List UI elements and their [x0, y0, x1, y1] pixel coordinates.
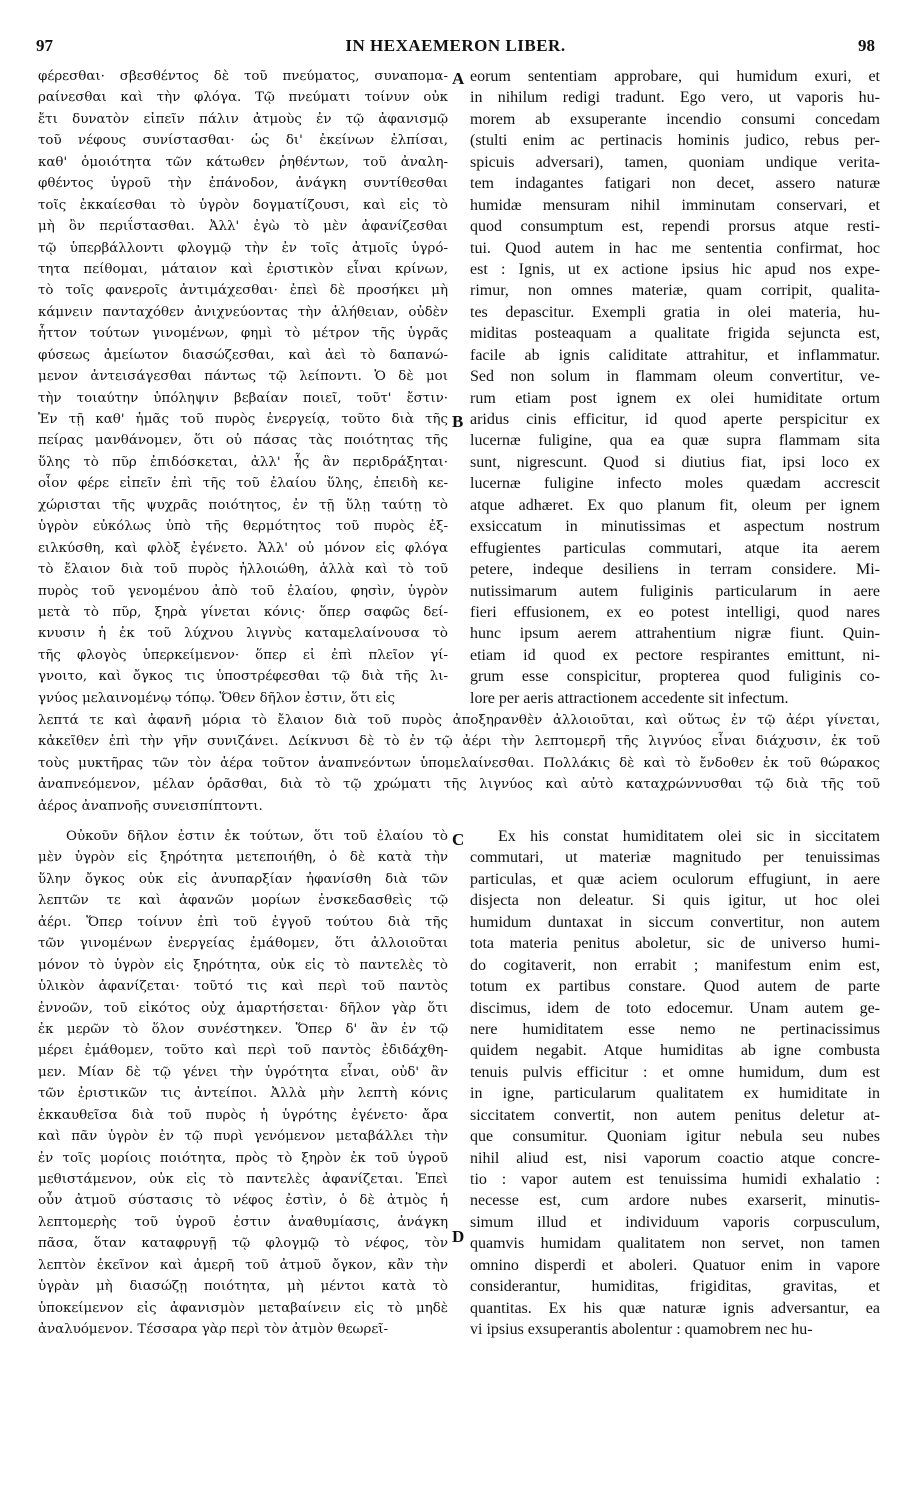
text-line: sunt, nigrescunt. Quod si diutius fiat, ipsi loco ex	[470, 453, 880, 471]
text-line: κνυσιν ἡ ἐκ τοῦ λύχνου λιγνὺς καταμελαίνουσα τὸ	[38, 626, 448, 642]
text-line: τῶν ἐριστικῶν τις ἀντείποι. Ἀλλὰ μὴν λεπτὴ κόνις	[38, 1086, 448, 1102]
text-line: rimur, non omnes materiæ, quam corripit, qualita-	[470, 282, 880, 300]
text-line: nere humiditatem esse nemo ne pertinacissimus	[470, 1020, 880, 1038]
text-line: ὑγρὸν εὐκόλως ὑπὸ τῆς θερμότητος τοῦ πυρὸς ἐξ-	[38, 519, 448, 535]
text-line: que consumitur. Quoniam igitur nebula seu nubes	[470, 1128, 880, 1146]
text-line: Οὐκοῦν δῆλον ἐστιν ἐκ τούτων, ὅτι τοῦ ἐλαίου τὸ	[66, 829, 448, 844]
text-line: ἧττον τούτων γινομένων, φημὶ τὸ μέτρον τῆς ὑγρᾶς	[38, 326, 448, 342]
text-line: disjecta non deleatur. Si quis igitur, ut hoc olei	[470, 892, 880, 910]
text-line: spicuis adversari), tamen, quoniam undique verita-	[470, 153, 880, 171]
text-line: λεπτά τε καὶ ἀφανῆ μόρια τὸ ἔλαιον διὰ τοῦ πυρὸς ἀποξηρανθὲν ἀλλοιοῦται, καὶ οὕτως ἐν τῷ ἀέρι γίνεται,	[38, 713, 880, 728]
text-line: Sed non solum in flammam oleum convertitur, ve-	[470, 368, 880, 386]
text-line: in nihilum redigi tradunt. Ego vero, ut vaporis hu-	[470, 89, 880, 107]
text-line: γνοιτο, καὶ ὄγκος τις ὑποστρέφεσθαι τῷ διὰ τῆς λι-	[38, 669, 448, 685]
text-line: fieri effusionem, ex eo potest intelligi, quod nares	[470, 603, 880, 621]
text-line: tenuis pulvis efficitur : et omne humidum, dum est	[470, 1063, 880, 1081]
text-line: γνύος μελαινομένῳ τόπῳ. Ὅθεν δῆλον ἐστιν, ὅτι εἰς	[38, 690, 396, 706]
text-line: μὲν ὑγρὸν εἰς ξηρότητα μετεποιήθη, ὁ δὲ κατὰ τὴν	[38, 850, 448, 866]
text-line: aridus cinis efficitur, id quod aperte perspicitur ex	[470, 411, 880, 428]
text-line: ἐκ μερῶν τὸ ὅλον συνέστηκεν. Ὅπερ δ' ἂν ἐν τῷ	[38, 1021, 448, 1037]
text-line: humidum duntaxat in siccum convertitur, non autem	[470, 913, 880, 931]
text-line: πυρὸς τοῦ γενομένου ἀπὸ τοῦ ἐλαίου, φησὶν, ὑγρὸν	[38, 583, 448, 599]
text-line: κἀκεῖθεν ἐπὶ τὴν γῆν συνιζάνει. Δείκνυσι δὲ τὸ ἐν τῷ ἀέρι τὴν λεπτομερῆ τῆς λιγνύος εἶναι διάχυσιν, ἐκ τοῦ	[38, 734, 880, 750]
text-line: πᾶσα, ὅταν καταφρυγῇ τῷ φλογμῷ τὸ νέφος, τὸν	[38, 1236, 448, 1252]
text-line: tota materia penitus aboletur, sic de universo humi-	[470, 935, 880, 953]
text-line: quamvis humidam qualitatem non servet, non tamen	[470, 1235, 880, 1253]
text-line: quidem negabit. Atque humiditas ab igne combusta	[470, 1042, 880, 1060]
text-line: eorum sententiam approbare, qui humidum exuri, et	[470, 68, 880, 85]
text-line: ἔτι δυνατὸν εἰπεῖν πάλιν ἀτμοὺς ἐν τῷ ἀφανισμῷ	[38, 111, 448, 127]
text-line: μενον ἀντεισάγεσθαι πάντως τῷ λείποντι. Ὁ δὲ μοι	[38, 369, 448, 385]
text-line: petere, indeque desiliens in terram considere. Mi-	[470, 561, 880, 579]
text-line: ὕλης τὸ πῦρ ἐπιδόσκεται, ἀλλ' ἧς ἂν περιδράξηται·	[38, 454, 448, 470]
text-line: τητα πείθομαι, μάταιον καὶ ἐριστικὸν εἶναι κρίνων,	[38, 261, 448, 277]
text-line: ὕλην ὄγκος οὐκ εἰς ἀνυπαρξίαν ἠφανίσθη διὰ τῶν	[38, 871, 448, 887]
page-number-left: 97	[36, 36, 53, 55]
text-line: effugientes particulas commutari, atque ita aerem	[470, 539, 880, 557]
text-line: etiam id quod ex pectore respirantes emittunt, ni-	[470, 646, 880, 664]
text-line: τὴν τοιαύτην ὑπόληψιν βεβαίαν ποιεῖ, τοῦτ' ἔστιν·	[38, 390, 448, 406]
text-line: τὸ ἔλαιον διὰ τοῦ πυρὸς ἠλλοιώθη, ἀλλὰ καὶ τὸ τοῦ	[38, 562, 448, 578]
text-line: τοῖς ἐκκαίεσθαι τὸ ὑγρὸν δογματίζουσι, καὶ εἰς τὸ	[38, 197, 448, 213]
text-line: ὑποκείμενον εἰς ἀφανισμὸν μεταβαίνειν εἰς τὸ μηδὲ	[38, 1300, 448, 1316]
text-line: humidæ mensuram nihil imminutam conservari, et	[470, 196, 880, 214]
text-line: φύσεως ἀμείωτον διασώζεσθαι, καὶ ἀεὶ τὸ δαπανώ-	[38, 347, 448, 363]
text-line: λεπτὸν ἐκεῖνον καὶ ἀμερῆ τοῦ ἀτμοῦ ὄγκον, κἂν τὴν	[38, 1257, 448, 1273]
greek-fullwidth-paragraph	[38, 710, 880, 817]
text-line: tem indagantes fatigari non decet, assero naturæ	[470, 175, 880, 193]
text-line: atque adhæret. Ex quo planum fit, oleum per ignem	[470, 496, 880, 514]
text-line: lucernæ fuligine, qua ea quæ supra flammam sita	[470, 432, 880, 450]
text-line: omnino disperdi et aboleri. Quatuor enim in vapore	[470, 1256, 880, 1274]
text-line: ἐννοῶν, τοῦ εἰκότος οὐχ ἁμαρτήσεται· δῆλον γὰρ ὅτι	[38, 1000, 448, 1016]
text-line: πείρας μανθάνομεν, ὅτι οὐ πάσας τὰς ποιότητας τῆς	[38, 433, 448, 449]
text-line: (stulti enim ac pertinacis hominis judico, rebus per-	[470, 132, 880, 150]
running-title: IN HEXAEMERON LIBER.	[345, 36, 566, 55]
text-line: hunc ipsum aerem attrahentium nigræ fiunt. Quin-	[470, 625, 880, 643]
text-line: totum ex partibus constare. Quod autem de parte	[470, 978, 880, 996]
text-line: lore per aeris attractionem accedente sit infectum.	[470, 689, 789, 707]
text-line: rum etiam post ignem ex olei humiditate ortum	[470, 389, 880, 407]
text-line: siccitatem convertit, non autem penitus deletur at-	[470, 1106, 880, 1124]
text-line: τὸ τοῖς φανεροῖς ἀντιμάχεσθαι· ἐπεὶ δὲ προσήκει μὴ	[38, 283, 448, 299]
text-line: μὴ ὂν περιΐστασθαι. Ἀλλ' ἐγὼ τὸ μὲν ἀφανίζεσθαι	[38, 219, 448, 235]
latin-column-section-1	[470, 66, 880, 709]
greek-column-section-1	[38, 66, 448, 709]
text-line: ὑγρὰν μὴ διασώζῃ ποιότητα, μὴ μέντοι κατὰ τὸ	[38, 1279, 448, 1295]
text-line: ἐν τοῖς μορίοις ποιότητα, πρὸς τὸ ξηρὸν ἐκ τοῦ ὑγροῦ	[38, 1150, 448, 1166]
text-line: καθ' ὁμοιότητα τῶν κάτωθεν ῥηθέντων, τοῦ ἀναλη-	[38, 154, 448, 170]
text-line: τοὺς μυκτῆρας τῶν τὸν ἀέρα τοῦτον ἀναπνεόντων ὑπομελαίνεσθαι. Πολλάκις δὲ καὶ τὸ ἔνδοθεν ἐκ τοῦ θώρακος	[38, 755, 880, 771]
text-line: lucernæ fuligine infecto moles quædam accrescit	[470, 475, 880, 493]
text-line: ἀναλυόμενον. Τέσσαρα γὰρ περὶ τὸν ἀτμὸν θεωρεῖ-	[38, 1322, 389, 1338]
text-line: commutari, ut materiæ magnitudo per tenuissimas	[470, 849, 880, 867]
text-line: nihil aliud est, nisi vaporum coactio atque concre-	[470, 1149, 880, 1167]
text-line: miditas posteaquam a qualitate frigida sejuncta est,	[470, 325, 880, 343]
text-line: τῷ ὑπερβάλλοντι φλογμῷ τὴν ἐν τοῖς ἀτμοῖς ὑγρό-	[38, 240, 448, 256]
text-line: considerantur, humiditas, frigiditas, gravitas, et	[470, 1278, 880, 1296]
margin-marker-d: D	[452, 1227, 465, 1246]
text-line: κάμνειν πανταχόθεν ἀνιχνεύοντας τὴν ἀλήθειαν, οὐδὲν	[38, 304, 448, 320]
text-line: μέρει ἐμάθομεν, τοῦτο καὶ περὶ τοῦ παντὸς ἐδιδάχθη-	[38, 1043, 448, 1059]
text-line: μεν. Μίαν δὲ τῷ γένει τὴν ὑγρότητα εἶναι, οὐδ' ἂν	[38, 1064, 448, 1080]
text-line: discimus, idem de toto edocemur. Unam autem ge-	[470, 999, 880, 1017]
text-line: χώρισται τῆς ψυχρᾶς ποιότητος, ἐν τῇ ὕλῃ ταύτῃ τὸ	[38, 497, 448, 513]
margin-marker-a: A	[452, 69, 465, 88]
text-line: μόνον τὸ ὑγρὸν εἰς ξηρότητα, οὐκ εἰς τὸ παντελὲς τὸ	[38, 957, 448, 973]
text-line: οἷον φέρε εἰπεῖν ἐπὶ τῆς τοῦ ἐλαίου ὕλης, ἐπειδὴ κε-	[38, 476, 448, 492]
page-number-right: 98	[858, 36, 875, 55]
text-line: tio : vapor autem est tenuissima humidi exhalatio :	[470, 1171, 880, 1188]
text-line: οὖν ἀτμοῦ σύστασις τὸ νέφος ἐστὶν, ὁ δὲ ἀτμὸς ἡ	[38, 1193, 448, 1209]
text-line: τοῦ νέφους συνίστασθαι· ὡς δι' ἐκείνων ἐλπίσαι,	[38, 133, 448, 149]
text-line: grum esse conspicitur, propterea quod fuliginis co-	[470, 668, 880, 686]
text-line: Ἐν τῇ καθ' ἡμᾶς τοῦ πυρὸς ἐνεργείᾳ, τοῦτο διὰ τῆς	[38, 412, 448, 427]
text-line: simum illud et individuum vaporis corpusculum,	[470, 1213, 880, 1231]
running-header	[36, 36, 875, 60]
text-line: tui. Quod autem in hac me sententia confirmat, hoc	[470, 239, 880, 257]
text-line: necesse est, cum ardore nubes exarserit, minutis-	[470, 1192, 880, 1210]
margin-marker-c: C	[452, 830, 465, 849]
text-line: μετὰ τὸ πῦρ, ξηρὰ γίνεται κόνις· ὅπερ σαφῶς δεί-	[38, 604, 448, 620]
text-line: nutissimarum autem fuliginis particularum in aere	[470, 582, 880, 600]
text-line: ραίνεσθαι καὶ τὴν φλόγα. Τῷ πνεύματι τοίνυν οὐκ	[38, 90, 448, 106]
text-line: ἀέρι. Ὅπερ τοίνυν ἐπὶ τοῦ ἐγγοῦ τούτου διὰ τῆς	[38, 914, 448, 930]
text-line: Ex his constat humiditatem olei sic in siccitatem	[498, 828, 880, 845]
margin-marker-b: B	[452, 412, 464, 431]
text-line: μεθιστάμενον, οὐκ εἰς τὸ παντελὲς ἀφανίζεται. Ἐπεὶ	[38, 1172, 448, 1187]
text-line: καὶ πᾶν ὑγρὸν ἐν τῷ πυρὶ γενόμενον μεταβάλλει τὴν	[38, 1129, 448, 1145]
latin-column-section-2	[470, 826, 880, 1341]
text-line: in igne, particularum qualitatem ex humiditate in	[470, 1085, 880, 1103]
text-line: quod consumptum est, rependi prorsus atque resti-	[470, 218, 880, 236]
text-line: ἀναπνεόμενον, μέλαν ὁρᾶσθαι, διὰ τὸ τῷ χρώματι τῆς λιγνύος καὶ αὐτὸ καταχρώννυσθαι τῷ διὰ τῆς τοῦ	[38, 777, 880, 793]
text-line: exsiccatum in minutissimas et aspectum nostrum	[470, 518, 880, 536]
text-line: λεπτῶν τε καὶ ἀφανῶν μορίων ἐνσκεδασθεὶς τῷ	[38, 893, 448, 909]
text-line: λεπτομερὴς τοῦ ὑγροῦ ἐστιν ἀναθυμίασις, ἀνάγκη	[38, 1214, 448, 1230]
text-line: morem ab exsuperante incendio consumi concedam	[470, 110, 880, 128]
text-line: φθέντος ὑγροῦ τὴν ἐπάνοδον, ἀνάγκη συντίθεσθαι	[38, 176, 448, 192]
greek-column-section-2	[38, 826, 448, 1341]
text-line: ἀέρος ἀναπνοῆς συνεισπίπτοντι.	[38, 798, 263, 814]
text-line: quantitas. Ex his quæ naturæ ignis adversantur, ea	[470, 1299, 880, 1317]
text-line: τῆς φλογὸς ὑπερκείμενον· ὅπερ εἰ ἐπὶ πλεῖον γί-	[38, 647, 448, 663]
text-line: tes depascitur. Exempli gratia in olei materia, hu-	[470, 303, 880, 321]
text-line: facile ab ignis caliditate attrahitur, et inflammatur.	[470, 346, 880, 364]
text-line: ἐκκαυθεῖσα διὰ τοῦ πυρὸς ἡ ὑγρότης ἐγένετο· ἄρα	[38, 1107, 448, 1123]
text-line: ειλκύσθη, καὶ φλὸξ ἐγένετο. Ἀλλ' οὐ μόνον εἰς φλόγα	[38, 540, 448, 556]
text-line: particulas, et quæ aciem oculorum effugiunt, in aere	[470, 870, 880, 888]
text-line: do cogitaverit, non errabit ; manifestum enim est,	[470, 956, 880, 974]
text-line: φέρεσθαι· σβεσθέντος δὲ τοῦ πνεύματος, συναπομα-	[38, 69, 448, 84]
text-line: est : Ignis, ut ex actione ipsius hic apud nos expe-	[470, 260, 880, 278]
text-line: vi ipsius exsuperantis abolentur : quamobrem nec hu-	[470, 1321, 813, 1339]
text-line: τῶν γινομένων ἐνεργείας ἐμάθομεν, ὅτι ἀλλοιοῦται	[38, 936, 448, 952]
text-line: ὑλικὸν ἀφανίζεται· τοῦτό τις καὶ περὶ τοῦ παντὸς	[38, 979, 448, 995]
